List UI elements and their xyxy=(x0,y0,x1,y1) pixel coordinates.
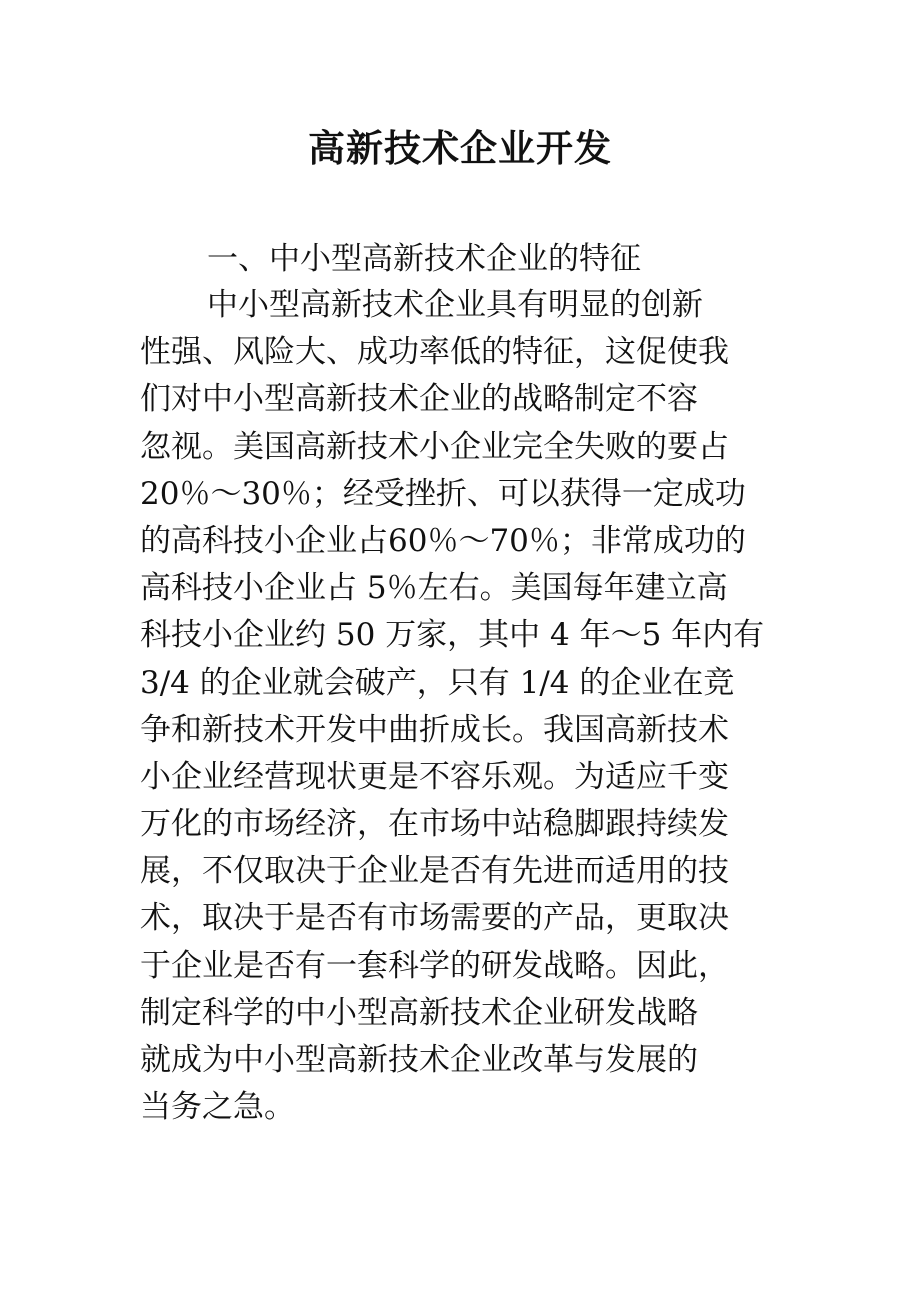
document-title: 高新技术企业开发 xyxy=(308,126,612,170)
paragraph-line: 小企业经营现状更是不容乐观。为适应千变 xyxy=(140,758,729,795)
paragraph-line: 性强、风险大、成功率低的特征，这促使我 xyxy=(140,334,729,371)
paragraph-line: 当务之急。 xyxy=(140,1089,295,1126)
paragraph-line: 高科技小企业占 5％左右。美国每年建立高 xyxy=(140,570,728,607)
paragraph-line: 万化的市场经济，在市场中站稳脚跟持续发 xyxy=(140,806,729,843)
paragraph-line: 于企业是否有一套科学的研发战略。因此， xyxy=(140,947,729,984)
paragraph-line: 就成为中小型高新技术企业改革与发展的 xyxy=(140,1042,698,1078)
section-heading: 一、中小型高新技术企业的特征 xyxy=(207,241,641,277)
paragraph-line: 争和新技术开发中曲折成长。我国高新技术 xyxy=(140,711,729,748)
body-paragraph xyxy=(140,282,800,1131)
paragraph-line: 术，取决于是否有市场需要的产品，更取决 xyxy=(140,900,729,937)
paragraph-line: 科技小企业约 50 万家，其中 4 年～5 年内有 xyxy=(140,617,765,654)
paragraph-line: 们对中小型高新技术企业的战略制定不容 xyxy=(140,381,698,418)
paragraph-line: 中小型高新技术企业具有明显的创新 xyxy=(207,287,703,323)
paragraph-line: 忽视。美国高新技术小企业完全失败的要占 xyxy=(140,428,729,465)
paragraph-line: 展，不仅取决于企业是否有先进而适用的技 xyxy=(140,853,729,890)
paragraph-line: 3/4 的企业就会破产，只有 1/4 的企业在竞 xyxy=(140,664,735,701)
paragraph-line: 20％～30％；经受挫折、可以获得一定成功 xyxy=(140,475,746,512)
paragraph-line: 制定科学的中小型高新技术企业研发战略 xyxy=(140,994,698,1031)
paragraph-line: 的高科技小企业占60％～70％；非常成功的 xyxy=(140,522,746,559)
